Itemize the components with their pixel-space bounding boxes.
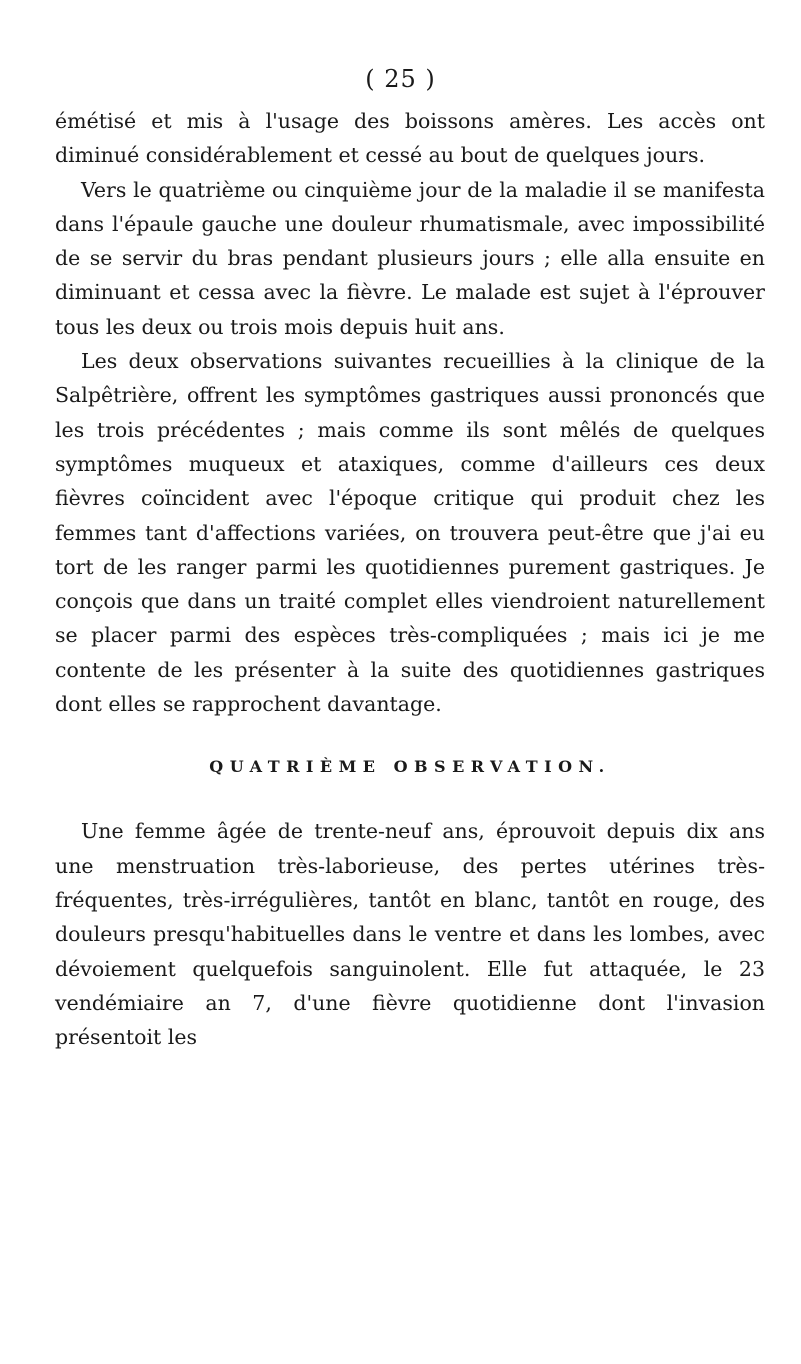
paragraph-observations: Les deux observations suivantes recueillies à la clinique de la Salpêtrière, offrent les symptômes gastriques aussi prononcés que les trois précédentes ; mais comme ils sont mêlés de quelques symptômes muqueux et ataxiques, comme d'ailleurs ces deux fièvres coïncident avec l'époque critique qui produit chez les femmes tant d'affections variées, on trouvera peut-être que j'ai eu tort de les ranger parmi les quotidiennes purement gastriques. Je conçois que dans un traité complet elles viendroient naturellement se placer parmi des espèces très-compliquées ; mais ici je me contente de les présenter à la suite des quotidiennes gastriques dont elles se rapprochent davantage. [55,349,765,717]
body-text [55,104,765,1054]
page-number: ( 25 ) [365,65,436,93]
section-heading: QUATRIÈME OBSERVATION. [209,757,611,777]
paragraph-continuation: émétisé et mis à l'usage des boissons amères. Les accès ont diminué considérablement et cessé au bout de quelques jours. [55,109,765,168]
paragraph-fourth-observation: Une femme âgée de trente-neuf ans, éprouvoit depuis dix ans une menstruation très-laborieuse, des pertes utérines très-fréquentes, très-irrégulières, tantôt en blanc, tantôt en rouge, des douleurs presqu'habituelles dans le ventre et dans les lombes, avec dévoiement quelquefois sanguinolent. Elle fut attaquée, le 23 vendémiaire an 7, d'une fièvre quotidienne dont l'invasion présentoit les [55,819,765,1050]
paragraph-rheumatism: Vers le quatrième ou cinquième jour de la maladie il se manifesta dans l'épaule gauche une douleur rhumatismale, avec impossibilité de se servir du bras pendant plusieurs jours ; elle alla ensuite en diminuant et cessa avec la fièvre. Le malade est sujet à l'éprouver tous les deux ou trois mois depuis huit ans. [55,177,765,339]
